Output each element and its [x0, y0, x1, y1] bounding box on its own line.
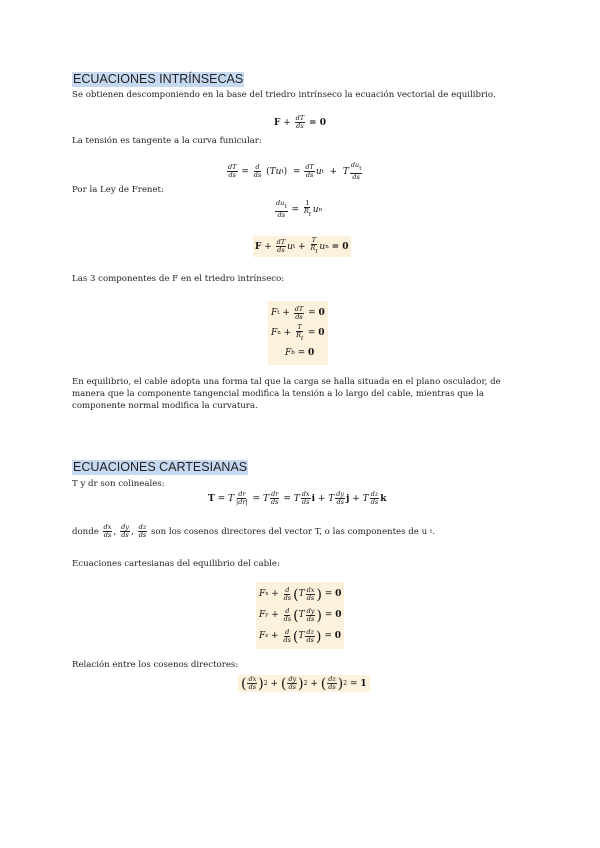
cosines-text: son los cosenos directores del vector T, o las componentes de u [151, 526, 428, 537]
relation-text: Relación entre los cosenos directores: [72, 660, 239, 670]
tension-text: La tensión es tangente a la curva funicular: [72, 136, 262, 146]
equation-intrinsic-combined: F + $\frac{dT}{ds}$ u t + $\frac{T}{R_f}$ u n = 0 [255, 236, 349, 255]
intro-paragraph: Se obtienen descomponiendo en la base del triedro intrínseco la ecuación vectorial de equilibrio. [72, 90, 496, 100]
donde-label: donde [72, 526, 99, 537]
frenet-text: Por la Ley de Frenet: [72, 185, 164, 195]
equilibrium-paragraph: En equilibrio, el cable adopta una forma tal que la carga se halla situada en el plano osculador, de manera que la componente tangencial modifica la tensión a lo largo del cable, mientras que la componente normal modifica la curvatura. [72, 377, 501, 411]
equation-vector-equilibrium: F + $\frac{dT}{ds}$ = 0 [274, 114, 326, 130]
equation-system-cartesian: F x + $\frac{d}{ds}$ ( T $\frac{dx}{ds}$ ) = 0 F y + $\frac{d}{ds}$ ( T $\frac{dy}{ds}$ ) = 0 F z + $\frac{d}{ds}$ ( T $\frac{dz}{ds}$ ) = 0 [256, 582, 344, 649]
section-title-cartesianas: ECUACIONES CARTESIANAS [73, 460, 248, 474]
equation-frenet: $\frac{du_t}{ds}$ = $\frac{1}{R_f}$ u n [276, 199, 323, 219]
components-text: Las 3 componentes de F en el triedro intrínseco: [72, 274, 285, 284]
cartesian-eq-text: Ecuaciones cartesianas del equilibrio del cable: [72, 559, 280, 569]
equation-system-intrinsic: F t + $\frac{dT}{ds}$ = 0 F n + $\frac{T}{R_f}$ = 0 F b = 0 [268, 301, 328, 365]
cosines-line: donde $\frac{dx}{ds}$ , $\frac{dy}{ds}$ , $\frac{dz}{ds}$ son los cosenos directores del vector T, o las componentes de u t . [72, 523, 436, 539]
section-title-intrinsecas: ECUACIONES INTRÍNSECAS [73, 72, 244, 86]
equation-tension-derivative: $\frac{dT}{ds}$ = $\frac{d}{ds}$ ( Tu t ) = $\frac{dT}{ds}$ u t + T $\frac{du_t}{ds}$ [228, 161, 362, 181]
collinear-text: T y dr son colineales: [72, 479, 165, 489]
equation-direction-cosines: ( $\frac{dx}{ds}$ ) 2 + ( $\frac{dy}{ds}$ ) 2 + ( $\frac{dz}{ds}$ ) 2 = 1 [238, 675, 370, 692]
equation-tension-cartesian: T = T $\frac{dr}{|dr|}$ = T $\frac{dr}{ds}$ = T $\frac{dx}{ds}$ i + T $\frac{dy}{ds}$ j + T $\frac{dz}{ds}$ k [208, 490, 387, 506]
